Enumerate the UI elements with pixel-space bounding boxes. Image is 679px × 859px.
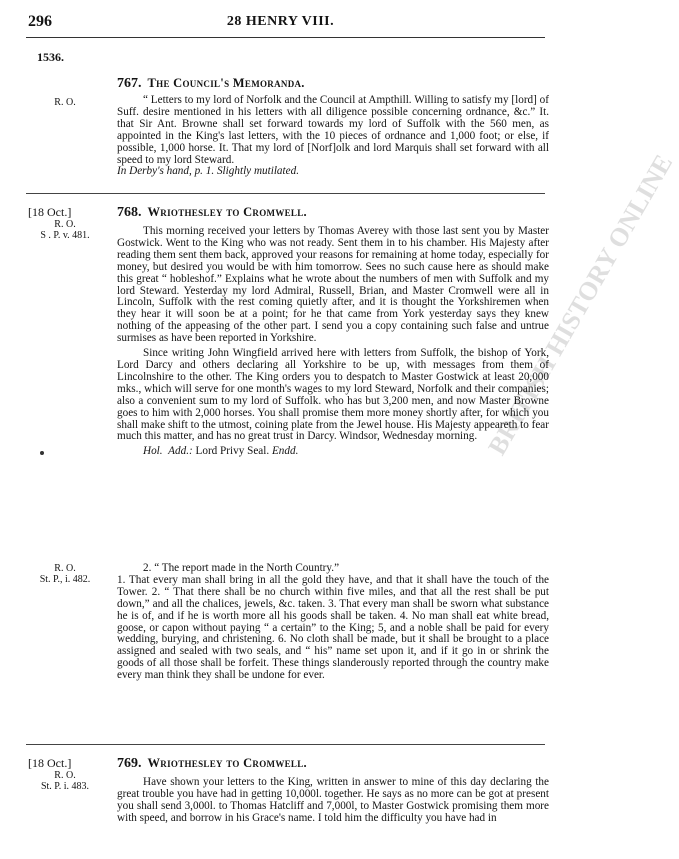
margin-dot (40, 451, 44, 455)
entry-divider (26, 193, 545, 194)
watermark-text: BRITISH HISTORY ONLINE (482, 149, 679, 460)
entry-divider (26, 744, 545, 745)
entry-number: 767. (117, 76, 142, 91)
entry-heading (117, 205, 307, 221)
source-ref: St. P., i. 482. (39, 574, 91, 585)
entry-number: 768. (117, 205, 142, 220)
note-address: Lord Privy Seal. (192, 445, 272, 458)
paragraph: Have shown your letters to the King, written in answer to mine of this day declaring the great trouble you have had in getting 10,000l. together. He says as no more can be got at present you shall send 3,000l. to Thomas Hatcliff and 7,000l, to Master Gostwick promising them more with speed, and borrow in his Grace's name. I told him the difficulty you have had in (117, 776, 549, 824)
running-title: 28 HENRY VIII. (226, 14, 335, 29)
source-ref: S . P. v. 481. (40, 230, 90, 241)
header-rule (26, 37, 545, 38)
note-hol: Hol. (143, 445, 163, 458)
date-margin (26, 756, 104, 792)
source-ref: St. P. i. 483. (40, 781, 90, 792)
page-number: 296 (28, 13, 52, 30)
paragraph: Since writing John Wingfield arrived here with letters from Suffolk, the bishop of York, Lord Darcy and others declaring all Yorkshire to be up, with messages from them of Lincolnshire to the other. The King orders you to despatch to Master Gostwick at least 20,000 mks., which will serve for one month's wages to my lord Steward, Norfolk and their companies; also a convenient sum to my lord of Suffolk. who has but 3,200 men, and now Master Browne goes to him with 2,000 horses. You shall promise them more money shortly after, for which you shall make shift to the utmost, coining plate from the Jewel house. His Majesty appeareth to fear much this matter, and has no great trust in Darcy. Windsor, Wednesday morning. (117, 347, 549, 443)
entry-title: The Council's Memoranda. (147, 76, 305, 90)
entry-title: Wriothesley to Cromwell. (147, 756, 307, 770)
source-ref: R. O. (54, 219, 76, 230)
note-endd: Endd. (271, 445, 299, 458)
paragraph: “ Letters to my lord of Norfolk and the Council at Ampthill. Willing to satisfy my [lord] of Suff. desire mentioned in his letters with all diligence possible concerning ordnance, &c.” It. that Sir Ant. Browne shall set forward towards my lord of Suffolk with the 560 men, as appointed in the King's last letters, with the 10 pieces of ordnance and 1,000 foot; or else, if possible, 1,000 horse. It. That my lord of [Norf]olk and lord Marquis shall set forward with all speed to my lord Steward. (117, 94, 549, 166)
paragraph: 1. That every man shall bring in all the gold they have, and that it shall have the touch of the Tower. 2. “ That there shall be no church within five miles, and that all the rest shall be put down,” and all the chalices, jewels, &c. taken. 3. That every man shall be sworn what substance he is of, and if he is worth more all his goods shall be taken. 4. No man shall eat white bread, goose, or capon without paying “ a certain” to the King; 5, and a noble shall be paid for every wedding, burying, and christening. 6. No cloth shall be made, but it shall be brought to a place assigned and sealed with two seals, and “ his” name set upon it, and if it go in or shrink the goods of all those shall be forfeit. These things slanderously reported through the country make every man think they shall be undone for ever. (117, 573, 549, 682)
entry-date: [18 Oct.] (28, 756, 72, 770)
entry-note: In Derby's hand, p. 1. Slightly mutilated. (117, 165, 299, 178)
entry-heading (117, 756, 307, 772)
entry-body (117, 777, 549, 825)
source-margin (26, 97, 104, 108)
date-margin (26, 205, 104, 241)
entry-title: Wriothesley to Cromwell. (147, 205, 307, 219)
source-margin (26, 563, 104, 585)
source-ref: R. O. (54, 97, 76, 108)
entry-number: 769. (117, 756, 142, 771)
source-ref: R. O. (54, 563, 76, 574)
watermark (470, 90, 679, 610)
running-header (8, 13, 553, 33)
entry-title: “ The report made in the North Country.” (154, 562, 340, 574)
year-marker: 1536. (37, 50, 64, 64)
entry-heading (117, 76, 305, 92)
entry-number: 2. (143, 562, 152, 574)
source-ref: R. O. (54, 770, 76, 781)
note-add: Add.: (168, 445, 193, 458)
entry-date: [18 Oct.] (28, 205, 72, 219)
paragraph: This morning received your letters by Thomas Averey with those last sent you by Master Gostwick. Went to the King who was not ready. Sent them in to his chamber. His Majesty after reading them sent them back, approved your reasons for remaining at home today, especially for money, but desired you would be with him tomorrow. Sees no such cause here as should make this great “ hobleshof.” Explains what he wrote about the numbers of men with Suffolk and my lord Steward. Yesterday my lord Admiral, Russell, Brian, and Master Cromwell were all in Lincoln, Suffolk with the rest coming quietly after, and it is thought the Yorkshiremen when they hear it will soon be at a point; for he that came from York yesterday says they knew nothing of the appeasing of the other part. I send you a copy containing such false and untrue surmises as have been reported in Yorkshire. (117, 225, 549, 345)
